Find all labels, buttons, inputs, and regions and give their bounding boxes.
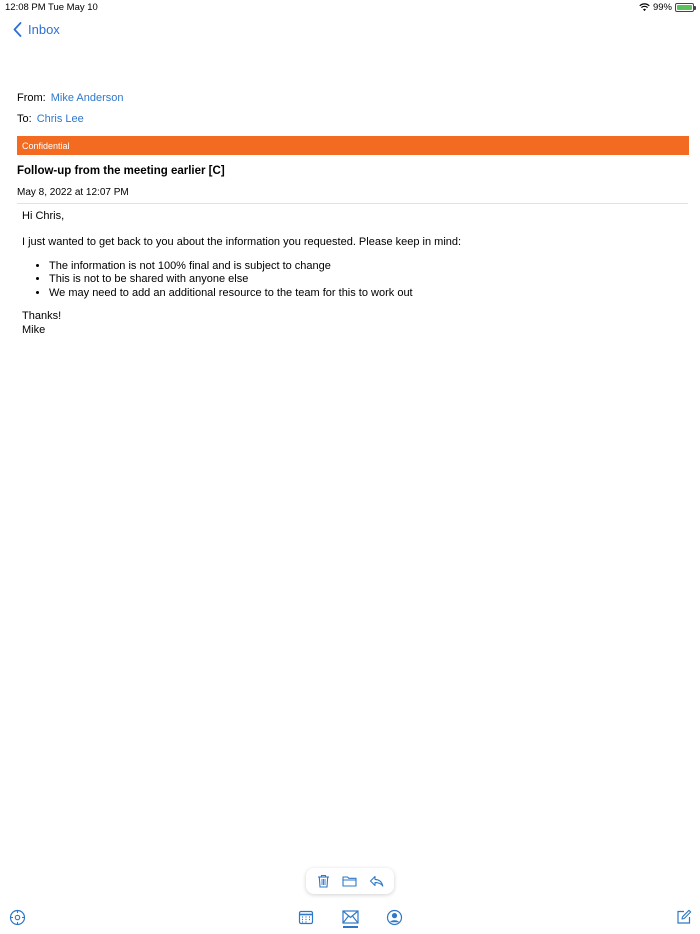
list-item: • The information is not 100% final and is subject to change [49, 260, 461, 274]
body-signoff: Thanks! [22, 310, 62, 322]
wifi-icon [639, 3, 650, 12]
body-intro: I just wanted to get back to you about the information you requested. Please keep in mind: [22, 235, 462, 248]
from-label: From: [17, 92, 46, 104]
active-tab-indicator [343, 926, 358, 928]
body-greeting: Hi Chris, [22, 210, 65, 222]
status-time: 12:08 PM [5, 2, 46, 13]
back-to-inbox-button[interactable] [13, 22, 60, 37]
body-signature: Mike [22, 323, 46, 336]
battery-fill [677, 5, 692, 10]
back-label: Inbox [28, 22, 60, 37]
status-indicators [639, 2, 694, 13]
battery-percent: 99% [652, 2, 672, 13]
battery-icon [675, 3, 694, 12]
tab-mail[interactable] [340, 907, 360, 927]
from-row [17, 92, 124, 104]
compose-icon [676, 909, 692, 925]
email-body [22, 210, 461, 338]
settings-icon [9, 909, 26, 926]
recipient-link[interactable]: Chris Lee [36, 113, 84, 125]
list-item: • We may need to add an additional resource to the team for this to work out [49, 287, 461, 301]
header-divider [17, 203, 688, 204]
reply-icon [369, 875, 384, 887]
calendar-icon [298, 909, 314, 925]
body-bullet-list [22, 260, 461, 301]
tab-calendar[interactable] [296, 907, 316, 927]
mail-icon [342, 910, 359, 924]
chevron-left-icon [13, 22, 22, 37]
tab-settings[interactable] [7, 907, 27, 927]
compose-button[interactable] [674, 907, 694, 927]
message-action-bar [306, 868, 394, 894]
status-bar [0, 0, 700, 14]
folder-icon [342, 875, 357, 887]
classification-banner: Confidential [17, 136, 689, 155]
trash-icon [317, 874, 330, 888]
contacts-icon [386, 909, 403, 926]
list-item: • This is not to be shared with anyone else [49, 273, 461, 287]
to-label: To: [17, 113, 32, 125]
reply-button[interactable] [366, 870, 388, 892]
email-subject: Follow-up from the meeting earlier [C] [17, 165, 225, 177]
delete-button[interactable] [312, 870, 334, 892]
tab-contacts[interactable] [384, 907, 404, 927]
status-date: Tue May 10 [48, 2, 98, 13]
move-to-folder-button[interactable] [339, 870, 361, 892]
to-row [17, 113, 84, 125]
sender-link[interactable]: Mike Anderson [50, 92, 124, 104]
email-date: May 8, 2022 at 12:07 PM [17, 187, 129, 198]
